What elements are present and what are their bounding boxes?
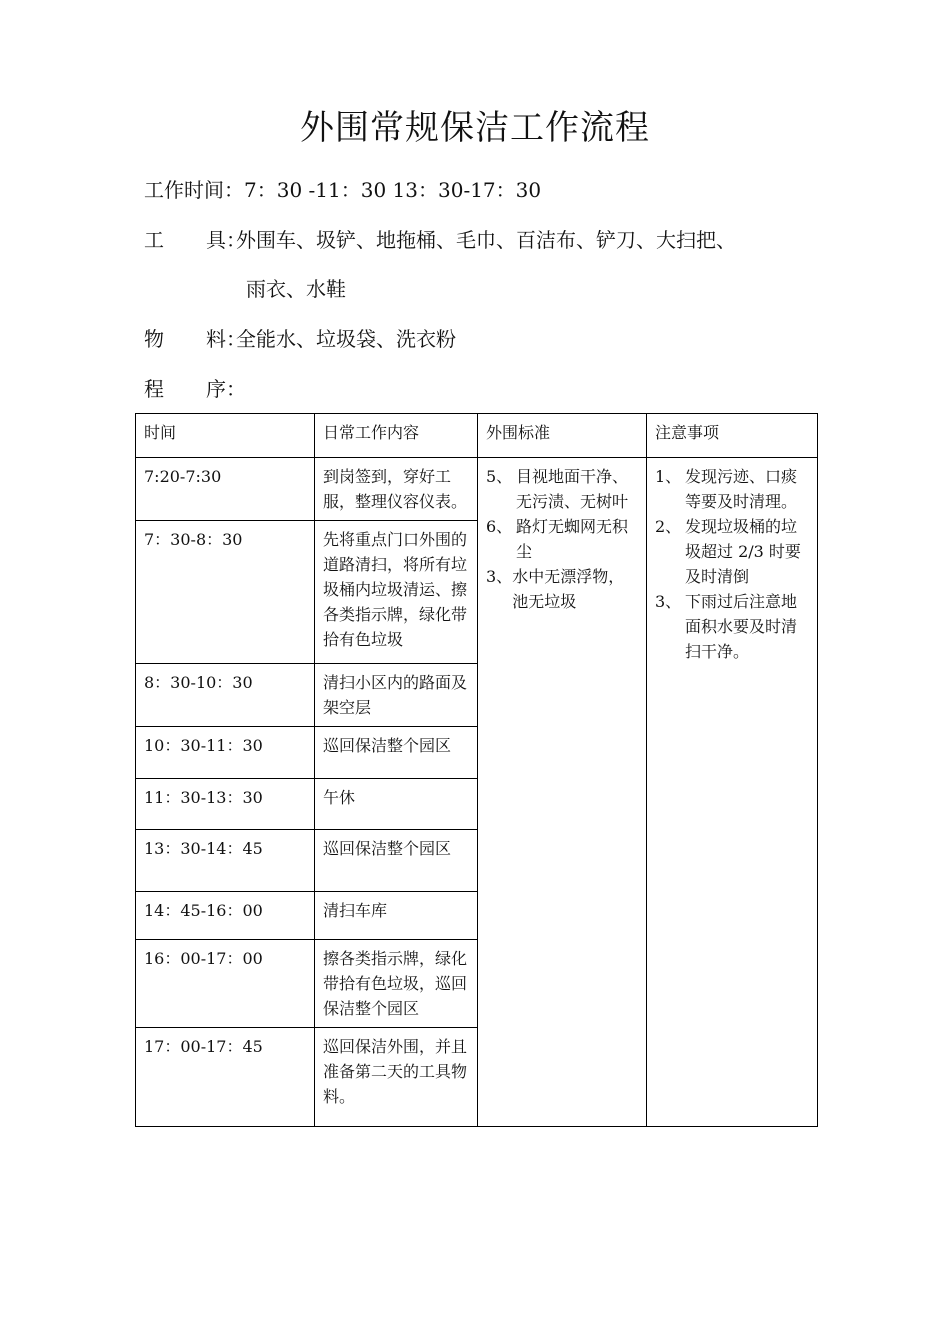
standard-item: 3、 水中无漂浮物，池无垃圾 — [486, 567, 625, 611]
materials-label-b: 料： — [206, 327, 246, 351]
standard-item: 5、 目视地面干净、无污渍、无树叶 — [486, 467, 629, 511]
materials-line — [144, 323, 456, 352]
time-cell: 11：30-13：30 — [136, 779, 315, 830]
standard-item: 6、 路灯无蜘网无积尘 — [486, 517, 629, 561]
schedule-table — [135, 413, 818, 1127]
content-cell: 巡回保洁外围，并且准备第二天的工具物料。 — [315, 1028, 478, 1127]
header-content: 日常工作内容 — [315, 414, 478, 458]
document-title: 外围常规保洁工作流程 — [300, 108, 650, 148]
time-cell: 7:20-7:30 — [136, 458, 315, 521]
time-cell: 13：30-14：45 — [136, 830, 315, 892]
tools-value-line1: 外围车、圾铲、地拖桶、毛巾、百洁布、铲刀、大扫把、 — [236, 228, 736, 252]
content-cell: 巡回保洁整个园区 — [315, 727, 478, 779]
work-time-line — [144, 174, 541, 203]
table-row — [136, 458, 818, 521]
content-cell: 清扫小区内的路面及架空层 — [315, 664, 478, 727]
standards-cell — [478, 458, 647, 1127]
tools-value-line2: 雨衣、水鞋 — [246, 277, 346, 301]
content-cell: 擦各类指示牌，绿化带拾有色垃圾，巡回保洁整个园区 — [315, 940, 478, 1028]
tools-line — [144, 224, 736, 253]
header-time: 时间 — [136, 414, 315, 458]
table-header-row — [136, 414, 818, 458]
standards-list — [486, 464, 638, 614]
content-cell: 午休 — [315, 779, 478, 830]
content-cell: 清扫车库 — [315, 892, 478, 940]
content-cell: 到岗签到，穿好工服，整理仪容仪表。 — [315, 458, 478, 521]
materials-label-a: 物 — [144, 327, 164, 351]
header-standard: 外围标准 — [478, 414, 647, 458]
time-cell: 8：30-10：30 — [136, 664, 315, 727]
note-item: 3、 下雨过后注意地面积水要及时清扫干净。 — [655, 592, 798, 661]
work-time-value: 7：30 -11：30 13：30-17：30 — [244, 178, 542, 202]
tools-label-a: 工 — [144, 228, 164, 252]
header-notes: 注意事项 — [647, 414, 818, 458]
procedure-label-a: 程 — [144, 377, 164, 401]
procedure-label-b: 序： — [206, 377, 246, 401]
time-cell: 17：00-17：45 — [136, 1028, 315, 1127]
time-cell: 10：30-11：30 — [136, 727, 315, 779]
content-cell: 先将重点门口外围的道路清扫，将所有垃圾桶内垃圾清运、擦各类指示牌，绿化带拾有色垃圾 — [315, 521, 478, 664]
content-cell: 巡回保洁整个园区 — [315, 830, 478, 892]
work-time-label: 工作时间： — [144, 178, 244, 202]
time-cell: 16：00-17：00 — [136, 940, 315, 1028]
note-item: 1、 发现污迹、口痰等要及时清理。 — [655, 467, 798, 511]
notes-cell — [647, 458, 818, 1127]
materials-value: 全能水、垃圾袋、洗衣粉 — [236, 327, 456, 351]
tools-label-b: 具： — [206, 228, 246, 252]
time-cell: 7：30-8：30 — [136, 521, 315, 664]
time-cell: 14：45-16：00 — [136, 892, 315, 940]
notes-list — [655, 464, 809, 664]
procedure-line — [144, 373, 246, 402]
note-item: 2、 发现垃圾桶的垃圾超过 2/3 时要及时清倒 — [655, 517, 801, 586]
